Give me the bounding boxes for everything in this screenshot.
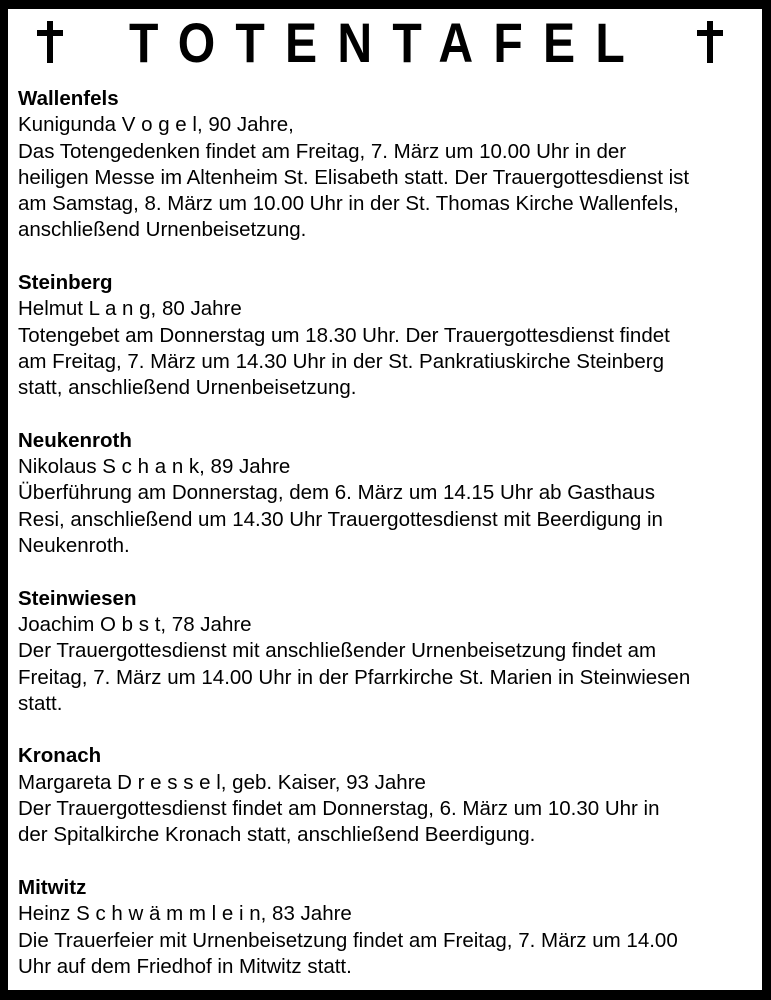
obituary-board: [8, 9, 762, 990]
notice-text-line: Die Trauerfeier mit Urnenbeisetzung findet am Freitag, 7. März um 14.00: [18, 928, 678, 952]
cross-icon: [37, 21, 63, 63]
place-heading: Mitwitz: [18, 875, 87, 899]
notice-steinwiesen: [18, 586, 762, 717]
place-heading: Steinberg: [18, 271, 113, 295]
cross-icon: [697, 21, 723, 63]
page-title: TOTENTAFEL: [129, 11, 646, 74]
notice-text-line: Neukenroth.: [18, 534, 130, 558]
notice-wallenfels: [18, 86, 762, 244]
notice-text-line: heiligen Messe im Altenheim St. Elisabeth statt. Der Trauergottesdienst ist: [18, 165, 690, 189]
notice-list: [18, 86, 762, 990]
deceased-name: Joachim O b s t, 78 Jahre: [18, 612, 252, 636]
header: [8, 9, 762, 79]
place-heading: Wallenfels: [18, 87, 119, 110]
notice-text-line: Resi, anschließend um 14.30 Uhr Trauergottesdienst mit Beerdigung in: [18, 507, 663, 531]
deceased-name: Heinz S c h w ä m m l e i n, 83 Jahre: [18, 902, 352, 926]
place-heading: Kronach: [18, 744, 102, 768]
notice-text-line: statt, anschließend Urnenbeisetzung.: [18, 376, 357, 400]
notice-text-line: anschließend Urnenbeisetzung.: [18, 218, 307, 242]
notice-text-line: Uhr auf dem Friedhof in Mitwitz statt.: [18, 954, 352, 978]
notice-text-line: der Spitalkirche Kronach statt, anschließend Beerdigung.: [18, 823, 536, 847]
notice-text-line: Freitag, 7. März um 14.00 Uhr in der Pfarrkirche St. Marien in Steinwiesen: [18, 665, 691, 689]
deceased-name: Kunigunda V o g e l, 90 Jahre,: [18, 113, 294, 137]
place-heading: Neukenroth: [18, 428, 132, 452]
notice-text-line: Der Trauergottesdienst mit anschließender Urnenbeisetzung findet am: [18, 639, 657, 663]
notice-neukenroth: [18, 428, 762, 559]
notice-text-line: Totengebet am Donnerstag um 18.30 Uhr. Der Trauergottesdienst findet: [18, 323, 670, 347]
deceased-name: Nikolaus S c h a n k, 89 Jahre: [18, 455, 291, 479]
notice-text-line: Der Trauergottesdienst findet am Donnerstag, 6. März um 10.30 Uhr in: [18, 797, 660, 821]
notice-kronach: [18, 743, 762, 848]
notice-text-line: Überführung am Donnerstag, dem 6. März um 14.15 Uhr ab Gasthaus: [18, 481, 655, 505]
notice-text-line: am Samstag, 8. März um 10.00 Uhr in der St. Thomas Kirche Wallenfels,: [18, 192, 679, 216]
deceased-name: Helmut L a n g, 80 Jahre: [18, 297, 242, 321]
place-heading: Steinwiesen: [18, 586, 137, 610]
notice-text-line: am Freitag, 7. März um 14.30 Uhr in der St. Pankratiuskirche Steinberg: [18, 349, 665, 373]
notice-text-line: statt.: [18, 691, 63, 715]
notice-mitwitz: [18, 875, 762, 980]
notice-steinberg: [18, 270, 762, 401]
deceased-name: Margareta D r e s s e l, geb. Kaiser, 93 Jahre: [18, 770, 426, 794]
notice-text-line: Das Totengedenken findet am Freitag, 7. März um 10.00 Uhr in der: [18, 139, 627, 163]
